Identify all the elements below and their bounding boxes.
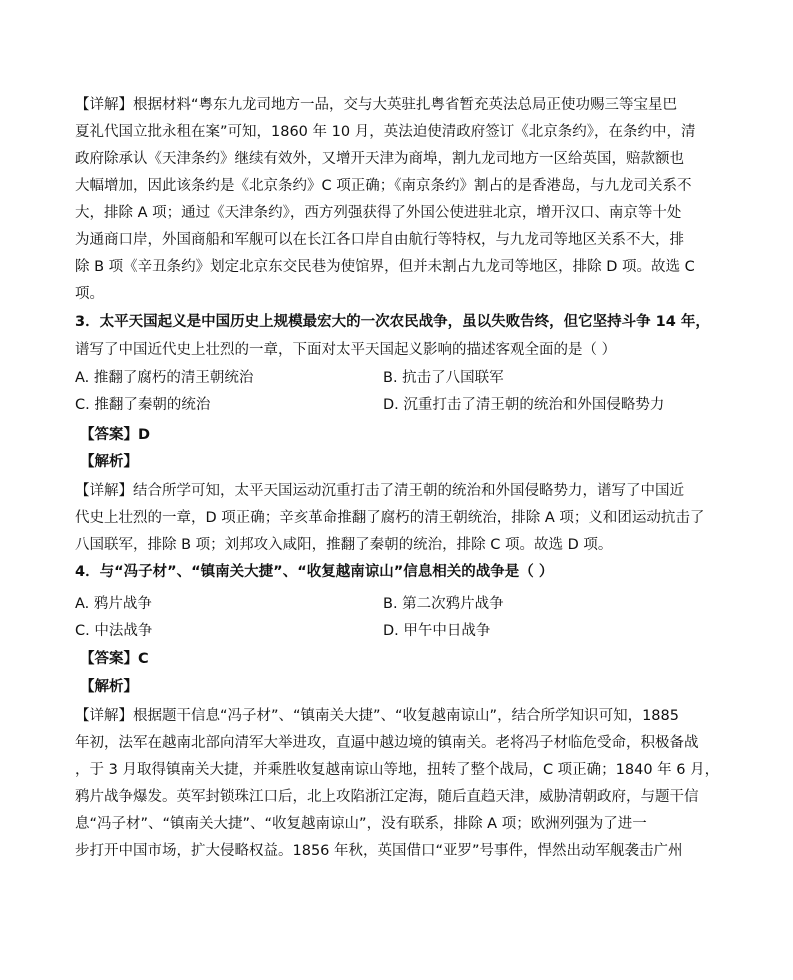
q4-stem: 4．与“冯子材”、“镇南关大捷”、“收复越南谅山”信息相关的战争是（ ） (75, 564, 554, 580)
q3-option-d: D. 沉重打击了清王朝的统治和外国侵略势力 (383, 397, 665, 413)
q4-analysis-label: 【解析】 (80, 679, 138, 695)
q2-explanation-line-5: 大，排除 A 项；通过《天津条约》，西方列强获得了外国公使进驻北京，增开汉口、南京等十处 (75, 205, 682, 221)
q3-explanation-line-2: 代史上壮烈的一章，D 项正确；辛亥革命推翻了腐朽的清王朝统治，排除 A 项；义和团运动抗击了 (75, 510, 705, 526)
q4-explanation-line-4: 鸦片战争爆发。英军封锁珠江口后，北上攻陷浙江定海，随后直趋天津，威胁清朝政府，与题干信 (75, 789, 699, 805)
q2-explanation-line-1: 【详解】根据材料“粤东九龙司地方一品，交与大英驻扎粤省暂充英法总局正使功赐三等宝星巴 (75, 97, 678, 113)
q3-answer: 【答案】D (80, 427, 151, 443)
q4-answer: 【答案】C (80, 651, 149, 667)
q4-explanation-line-1: 【详解】根据题干信息“冯子材”、“镇南关大捷”、“收复越南谅山”，结合所学知识可知，1885 (75, 708, 679, 724)
q2-explanation-line-7: 除 B 项《辛丑条约》划定北京东交民巷为使馆界，但并未割占九龙司等地区，排除 D 项。故选 C (75, 259, 695, 275)
q2-explanation-line-6: 为通商口岸，外国商船和军舰可以在长江各口岸自由航行等特权，与九龙司等地区关系不大，排 (75, 232, 684, 248)
q3-analysis-label: 【解析】 (80, 454, 138, 470)
q3-explanation-line-3: 八国联军，排除 B 项；刘邦攻入咸阳，推翻了秦朝的统治，排除 C 项。故选 D 项。 (75, 537, 613, 553)
q4-explanation-line-5: 息“冯子材”、“镇南关大捷”、“收复越南谅山”，没有联系，排除 A 项；欧洲列强为了进一 (75, 816, 647, 832)
q3-stem-line-1: 3．太平天国起义是中国历史上规模最宏大的一次农民战争，虽以失败告终，但它坚持斗争 14 年， (75, 314, 710, 330)
q2-explanation-line-4: 大幅增加，因此该条约是《北京条约》C 项正确；《南京条约》割占的是香港岛，与九龙司关系不 (75, 178, 692, 194)
q2-explanation-line-2: 夏礼代国立批永租在案”可知，1860 年 10 月，英法迫使清政府签订《北京条约》，在条约中，清 (75, 124, 696, 140)
q4-option-a: A. 鸦片战争 (75, 596, 152, 612)
q4-option-c: C. 中法战争 (75, 623, 153, 639)
q4-explanation-line-6: 步打开中国市场，扩大侵略权益。1856 年秋，英国借口“亚罗”号事件，悍然出动军舰袭击广州 (75, 843, 683, 859)
q4-explanation-line-3: ，于 3 月取得镇南关大捷，并乘胜收复越南谅山等地，扭转了整个战局，C 项正确；1840 年 6 月， (75, 762, 720, 778)
q3-option-a: A. 推翻了腐朽的清王朝统治 (75, 370, 254, 386)
q4-explanation-line-2: 年初，法军在越南北部向清军大举进攻，直逼中越边境的镇南关。老将冯子材临危受命，积极备战 (75, 735, 699, 751)
q3-explanation-line-1: 【详解】结合所学可知，太平天国运动沉重打击了清王朝的统治和外国侵略势力，谱写了中国近 (75, 483, 684, 499)
q2-explanation-line-3: 政府除承认《天津条约》继续有效外，又增开天津为商埠，割九龙司地方一区给英国，赔款额也 (75, 151, 684, 167)
q4-option-b: B. 第二次鸦片战争 (383, 596, 504, 612)
q3-stem-line-2: 谱写了中国近代史上壮烈的一章，下面对太平天国起义影响的描述客观全面的是（ ） (75, 342, 617, 358)
q3-option-b: B. 抗击了八国联军 (383, 370, 504, 386)
q2-explanation-line-8: 项。 (75, 286, 104, 302)
q4-option-d: D. 甲午中日战争 (383, 623, 491, 639)
q3-option-c: C. 推翻了秦朝的统治 (75, 397, 211, 413)
